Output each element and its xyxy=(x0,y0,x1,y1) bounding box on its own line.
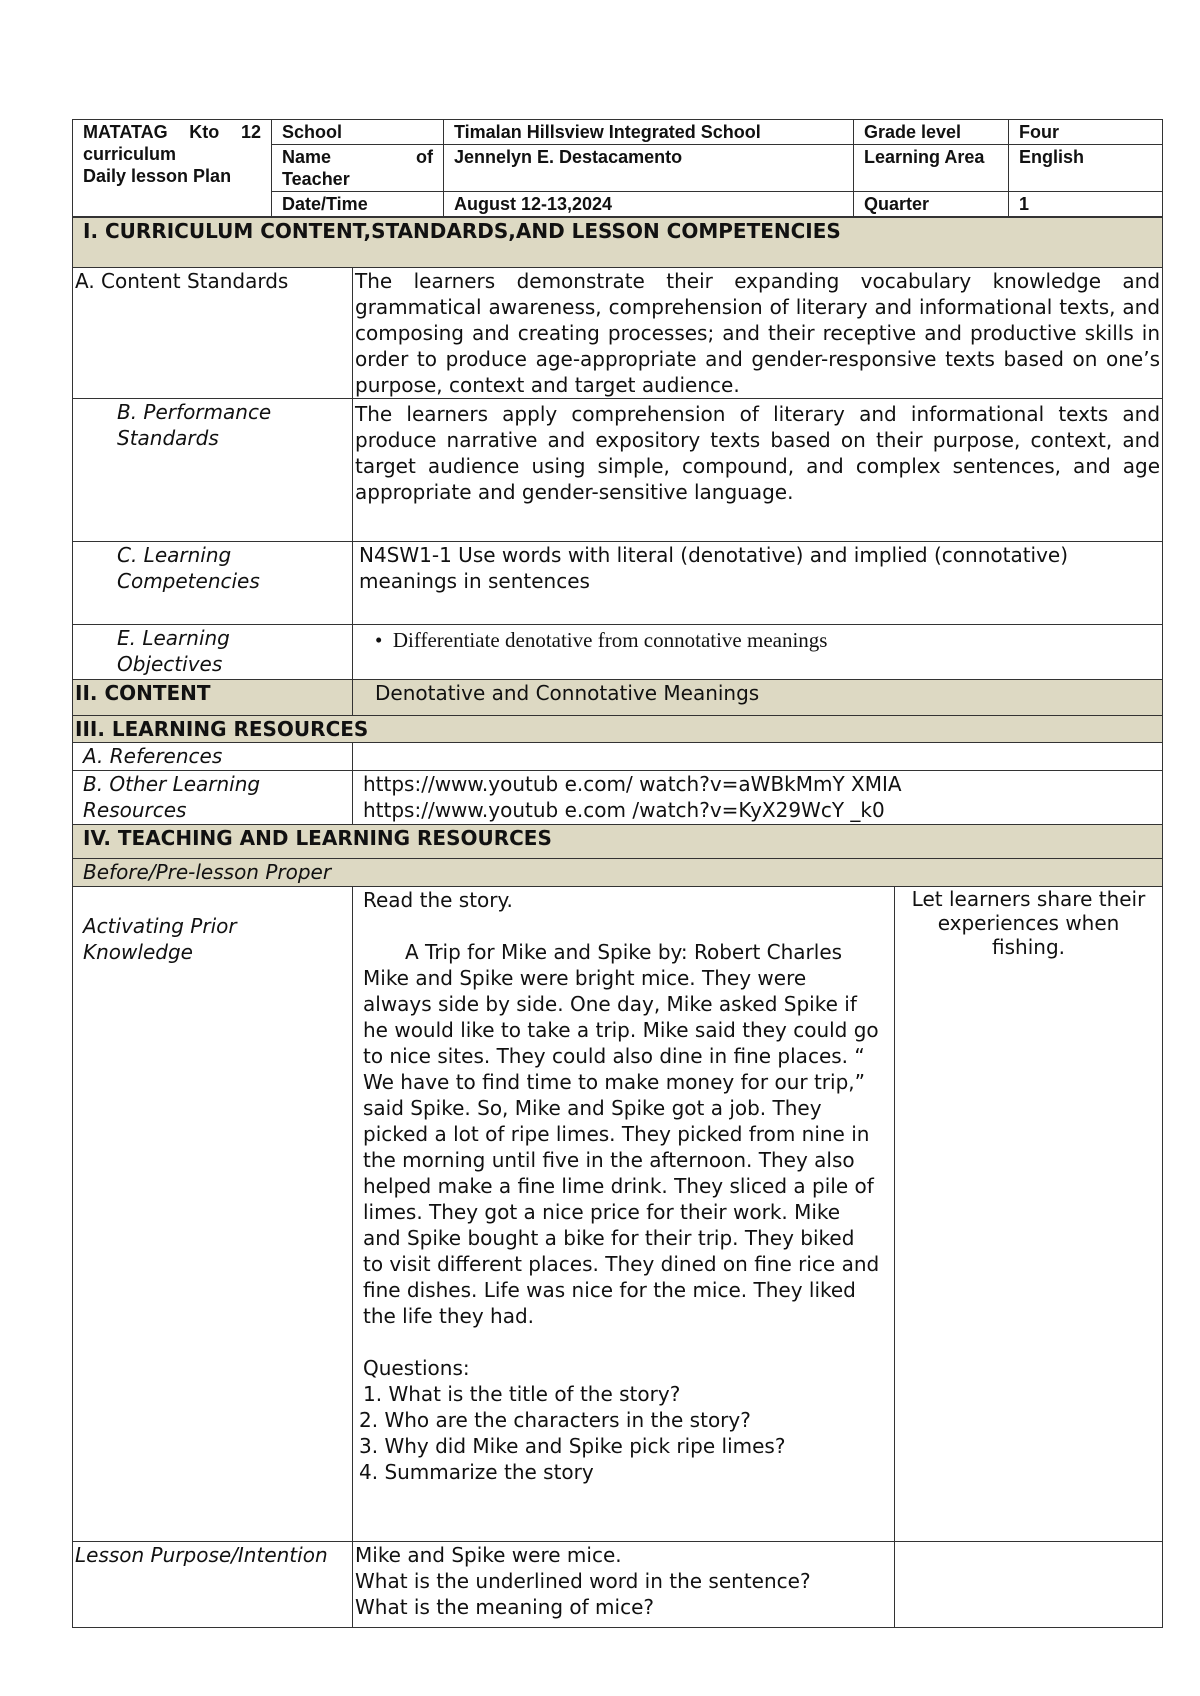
school-label: School xyxy=(272,120,444,145)
lesson-purpose-note xyxy=(895,1542,1163,1628)
grade-label: Grade level xyxy=(854,120,1009,145)
area-label: Learning Area xyxy=(854,145,1009,192)
lesson-purpose-label: Lesson Purpose/Intention xyxy=(73,1542,353,1628)
purpose-line: Mike and Spike were mice. xyxy=(355,1543,622,1567)
other-resources-links xyxy=(353,771,1163,825)
story-text: A Trip for Mike and Spike by: Robert Charles Mike and Spike were bright mice. They were always side by side. One day, Mike asked Spike if he would like to take a trip. Mike said they could go to nice sites. They could also dine in fine places. “ We have to find time to make money for our trip,” said Spike. So, Mike and Spike got a job. They picked a lot of ripe limes. They picked from nine in the morning until five in the afternoon. They also helped make a fine lime drink. They sliced a pile of limes. They got a nice price for their work. Mike and Spike bought a bike for their trip. They biked to visit different places. They dined on fine rice and fine dishes. Life was nice for the mice. They liked the life they had. xyxy=(363,940,880,1328)
purpose-line: What is the meaning of mice? xyxy=(355,1595,655,1619)
learning-objectives-label: E. Learning Objectives xyxy=(73,625,353,680)
teacher-label xyxy=(272,145,444,192)
learning-competencies-label: C. Learning Competencies xyxy=(73,542,353,625)
learning-objective-item: Differentiate denotative from connotative meanings xyxy=(392,628,828,652)
prior-knowledge-content xyxy=(353,887,895,1542)
bullet-icon: • xyxy=(375,628,393,652)
date-label: Date/Time xyxy=(272,192,444,217)
quarter-label: Quarter xyxy=(854,192,1009,217)
teacher-label-line-2: Teacher xyxy=(282,169,350,189)
grade-value: Four xyxy=(1009,120,1163,145)
content-standards-text: The learners demonstrate their expanding vocabulary knowledge and grammatical awareness, comprehension of literary and informational texts, and composing and creating processes; and their receptive and productive skills in order to produce age-appropriate and gender-responsive texts based on one’s purpose, context and target audience. xyxy=(353,268,1163,399)
question-item: 4. Summarize the story xyxy=(359,1460,594,1484)
school-value: Timalan Hillsview Integrated School xyxy=(444,120,854,145)
learning-competencies-text: N4SW1-1 Use words with literal (denotative) and implied (connotative) meanings in sentences xyxy=(353,542,1163,625)
area-value: English xyxy=(1009,145,1163,192)
plan-title xyxy=(73,120,272,217)
question-item: 3. Why did Mike and Spike pick ripe limes? xyxy=(359,1434,786,1458)
questions-label: Questions: xyxy=(363,1356,470,1380)
header-table xyxy=(72,119,1163,217)
before-lesson-label: Before/Pre-lesson Proper xyxy=(73,859,1163,887)
prior-knowledge-label: Activating Prior Knowledge xyxy=(73,887,353,1542)
plan-title-line-2: curriculum xyxy=(83,144,177,164)
quarter-value: 1 xyxy=(1009,192,1163,217)
teacher-note: Let learners share their experiences when fishing. xyxy=(895,887,1163,1542)
read-story-instruction: Read the story. xyxy=(363,888,513,912)
learning-objectives-cell xyxy=(353,625,1163,680)
references-label: A. References xyxy=(73,743,353,771)
question-item: 2. Who are the characters in the story? xyxy=(359,1408,751,1432)
plan-title-line-1: MATATAG Kto 12 xyxy=(83,122,261,142)
resource-link-2[interactable]: https://www.youtub e.com /watch?v=KyX29WcY _k0 xyxy=(363,798,885,822)
question-item: 1. What is the title of the story? xyxy=(363,1382,681,1406)
other-resources-label: B. Other Learning Resources xyxy=(73,771,353,825)
purpose-line: What is the underlined word in the sentence? xyxy=(355,1569,811,1593)
section-3-title: III. LEARNING RESOURCES xyxy=(73,716,1163,743)
resource-link-1[interactable]: https://www.youtub e.com/ watch?v=aWBkMmY XMIA xyxy=(363,772,902,796)
questions-list xyxy=(359,1381,880,1485)
lesson-purpose-content xyxy=(353,1542,895,1628)
section-2-title: II. CONTENT xyxy=(73,680,353,716)
plan-title-line-3: Daily lesson Plan xyxy=(83,166,232,186)
teacher-value: Jennelyn E. Destacamento xyxy=(444,145,854,192)
section-2-text: Denotative and Connotative Meanings xyxy=(353,680,1163,716)
references-value xyxy=(353,743,1163,771)
lesson-table xyxy=(72,217,1163,1628)
performance-standards-label: B. Performance Standards xyxy=(73,399,353,542)
content-standards-label: A. Content Standards xyxy=(73,268,353,399)
section-1-title: I. CURRICULUM CONTENT,STANDARDS,AND LESSON COMPETENCIES xyxy=(73,218,1163,268)
date-value: August 12-13,2024 xyxy=(444,192,854,217)
section-4-title: IV. TEACHING AND LEARNING RESOURCES xyxy=(73,825,1163,859)
teacher-label-line-1: Name of xyxy=(282,147,433,167)
lesson-plan-page xyxy=(72,119,1162,1628)
performance-standards-text: The learners apply comprehension of literary and informational texts and produce narrative and expository texts based on their purpose, context, and target audience using simple, compound, and complex sentences, and age appropriate and gender-sensitive language. xyxy=(353,399,1163,542)
